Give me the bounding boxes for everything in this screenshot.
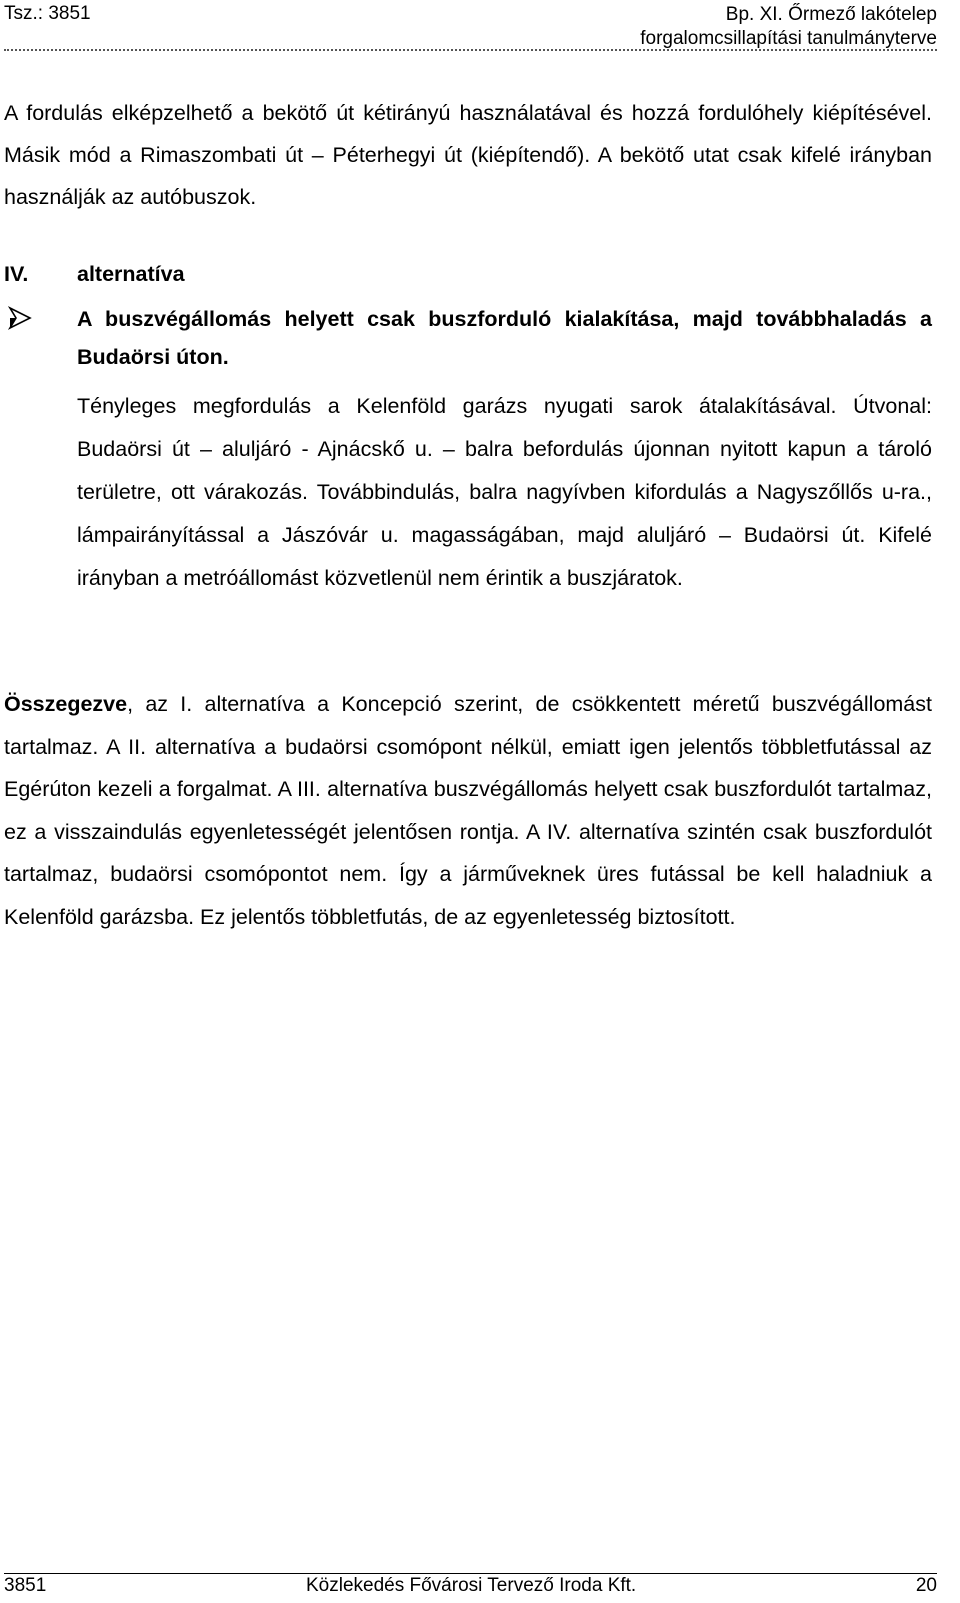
footer-doc-number: 3851 — [4, 1575, 47, 1596]
arrow-bullet-icon — [8, 306, 32, 330]
header-location: Bp. XI. Őrmező lakótelep — [725, 4, 937, 25]
header-divider — [4, 49, 937, 51]
intro-paragraph: A fordulás elképzelhető a bekötő út kétirányú használatával és hozzá fordulóhely kiépítésével. Másik mód a Rimaszombati út – Péterhegyi út (kiépítendő). A bekötő utat csak kifelé irányban használják az autóbuszok. — [4, 101, 932, 209]
header-plan-title: forgalomcsillapítási tanulmányterve — [640, 28, 937, 49]
page-number: 20 — [915, 1575, 937, 1596]
section-title: alternatíva — [77, 262, 185, 286]
section-number: IV. — [4, 262, 29, 286]
summary-text: , az I. alternatíva a Koncepció szerint, de csökkentett méretű buszvégállomást tartalmaz. A II. alternatíva a budaörsi csomópont nélkül, emiatt igen jelentős többletfutással az Egérúton kezeli a forgalmat. A III. alternatíva buszvégállomás helyett csak buszfordulót tartalmaz, ez a visszaindulás egyenletességét jelentősen rontja. A IV. alternatíva szintén csak buszfordulót tartalmaz, budaörsi csomópontot nem. Így a járműveknek üres futással be kell haladniuk a Kelenföld garázsba. Ez jelentős többletfutás, de az egyenletesség biztosított. — [4, 692, 932, 929]
footer-divider — [4, 1573, 937, 1574]
summary-lead: Összegezve — [4, 692, 128, 716]
section-body: Tényleges megfordulás a Kelenföld garázs nyugati sarok átalakításával. Útvonal: Budaörsi út – aluljáró - Ajnácskő u. – balra befordulás újonnan nyitott kapun a tároló területre, ott várakozás. Továbbindulás, balra nagyívben kifordulás a Nagyszőllős u-ra., lámpairányítással a Jászóvár u. magasságában, majd aluljáró – Budaörsi út. Kifelé irányban a metróállomást közvetlenül nem érintik a buszjáratok. — [77, 394, 932, 590]
header-doc-title — [640, 3, 937, 51]
header-doc-number: Tsz.: 3851 — [4, 3, 91, 24]
footer-company: Közlekedés Fővárosi Tervező Iroda Kft. — [306, 1575, 637, 1596]
summary-paragraph — [4, 683, 932, 938]
bullet-item: A buszvégállomás helyett csak buszforduló kialakítása, majd továbbhaladás a Budaörsi úton. — [77, 307, 932, 369]
